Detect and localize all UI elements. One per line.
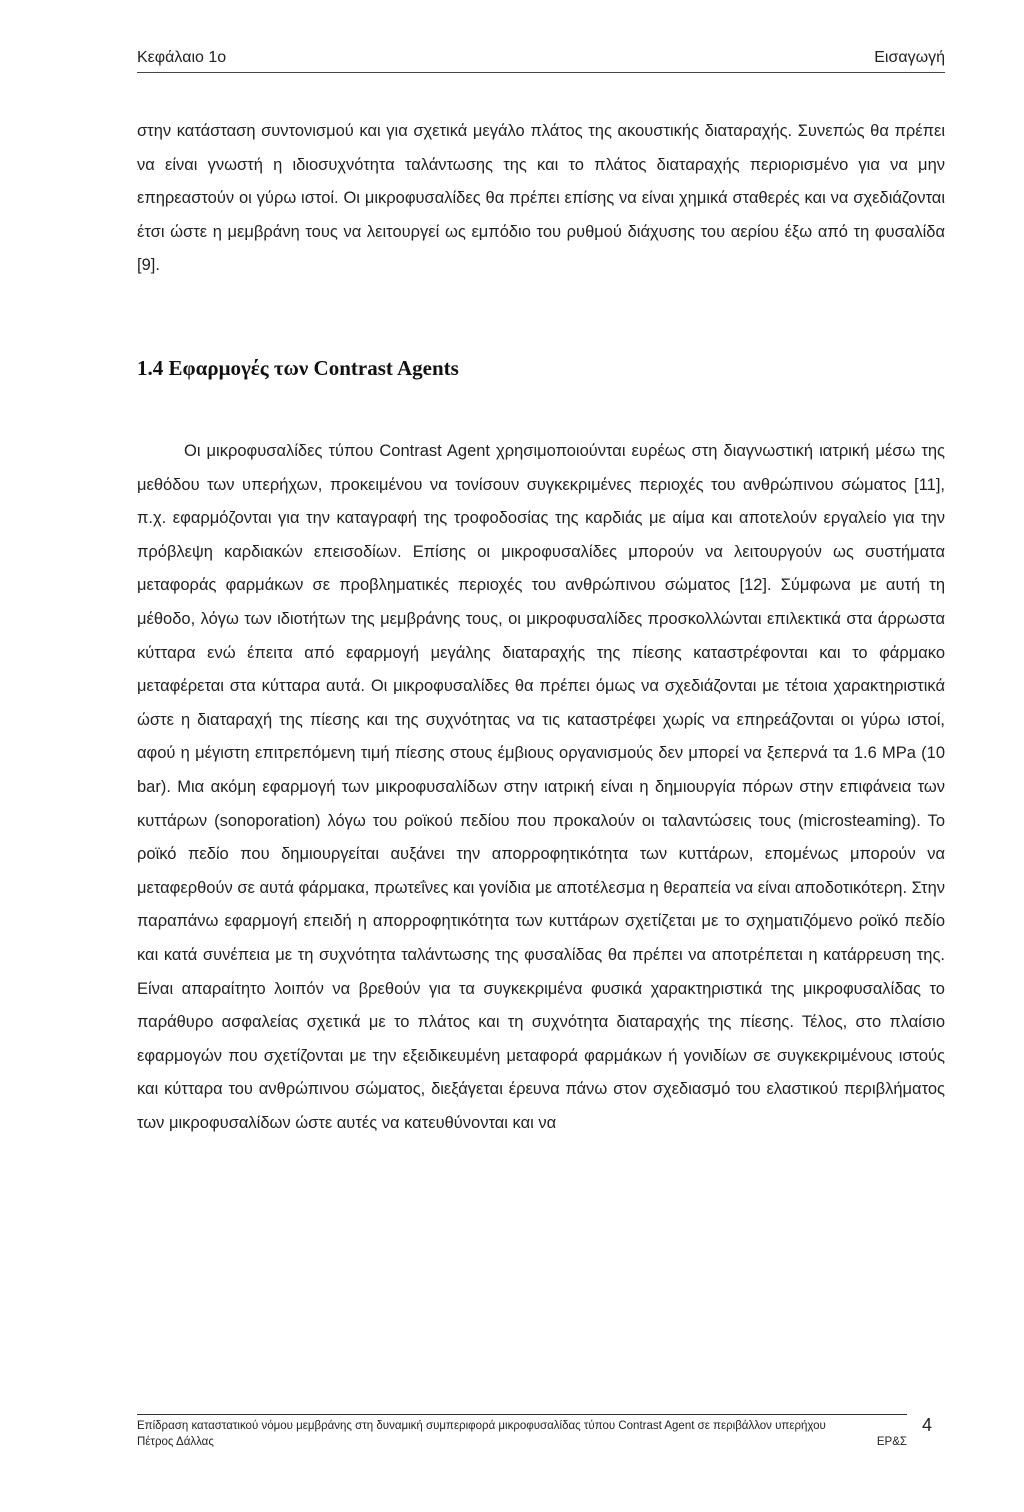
footer-divider (137, 1414, 907, 1415)
page-header (137, 49, 945, 67)
page-footer (137, 1418, 945, 1450)
chapter-label: Κεφάλαιο 1ο (137, 49, 227, 66)
intro-paragraph: στην κατάσταση συντονισμού και για σχετικά μεγάλο πλάτος της ακουστικής διαταραχής. Συνεπώς θα πρέπει να είναι γνωστή η ιδιοσυχνότητα ταλάντωσης της και το πλάτος διαταραχής περιορισμένο για να μην επηρεαστούν οι γύρω ιστοί. Οι μικροφυσαλίδες θα πρέπει επίσης να είναι χημικά σταθερές και να σχεδιάζονται έτσι ώστε η μεμβράνη τους να λειτουργεί ως εμπόδιο του ρυθμού διάχυσης του αερίου έξω από τη φυσαλίδα [9]. (137, 122, 945, 274)
page-number: 4 (922, 1415, 933, 1435)
footer-title: Επίδραση καταστατικού νόμου μεμβράνης στη δυναμική συμπεριφορά μικροφυσαλίδας τύπου Contrast Agent σε περιβάλλον υπερήχου (137, 1420, 826, 1432)
section-heading: 1.4 Εφαρμογές των Contrast Agents (137, 356, 459, 380)
footer-author: Πέτρος Δάλλας (137, 1436, 214, 1448)
section-label: Εισαγωγή (874, 49, 945, 66)
header-divider (137, 72, 945, 73)
footer-institution: ΕΡ&Σ (876, 1436, 907, 1448)
body-paragraph: Οι μικροφυσαλίδες τύπου Contrast Agent χρησιμοποιούνται ευρέως στη διαγνωστική ιατρική μέσω της μεθόδου των υπερήχων, προκειμένου να τονίσουν συγκεκριμένες περιοχές του ανθρώπινου σώματος [11], π.χ. εφαρμόζονται για την καταγραφή της τροφοδοσίας της καρδιάς με αίμα και αποτελούν εργαλείο για την πρόβλεψη καρδιακών επεισοδίων. Επίσης οι μικροφυσαλίδες μπορούν να λειτουργούν ως συστήματα μεταφοράς φαρμάκων σε προβληματικές περιοχές του ανθρώπινου σώματος [12]. Σύμφωνα με αυτή τη μέθοδο, λόγω των ιδιοτήτων της μεμβράνης τους, οι μικροφυσαλίδες προσκολλώνται επιλεκτικά στα άρρωστα κύτταρα ενώ έπειτα από εφαρμογή μεγάλης διαταραχής της πίεσης καταστρέφονται και το φάρμακο μεταφέρεται στα κύτταρα αυτά. Οι μικροφυσαλίδες θα πρέπει όμως να σχεδιάζονται με τέτοια χαρακτηριστικά ώστε η διαταραχή της πίεσης και της συχνότητας να τις καταστρέφει χωρίς να επηρεάζονται οι γύρω ιστοί, αφού η μέγιστη επιτρεπόμενη τιμή πίεσης στους έμβιους οργανισμούς δεν μπορεί να ξεπερνά τα 1.6 MPa (10 bar). Μια ακόμη εφαρμογή των μικροφυσαλίδων στην ιατρική είναι η δημιουργία πόρων στην επιφάνεια των κυττάρων (sonoporation) λόγω του ροϊκού πεδίου που προκαλούν οι ταλαντώσεις τους (microsteaming). Το ροϊκό πεδίο που δημιουργείται αυξάνει την απορροφητικότητα των κυττάρων, επομένως μπορούν να μεταφερθούν σε αυτά φάρμακα, πρωτεΐνες και γονίδια με αποτέλεσμα η θεραπεία να είναι αποδοτικότερη. Στην παραπάνω εφαρμογή επειδή η απορροφητικότητα των κυττάρων σχετίζεται με το σχηματιζόμενο ροϊκό πεδίο και κατά συνέπεια με τη συχνότητα ταλάντωσης της φυσαλίδας θα πρέπει να αποτρέπεται η κατάρρευση της. Είναι απαραίτητο λοιπόν να βρεθούν για τα συγκεκριμένα φυσικά χαρακτηριστικά της μικροφυσαλίδας το παράθυρο ασφαλείας σχετικά με το πλάτος και τη συχνότητα διαταραχής της πίεσης. Τέλος, στο πλαίσιο εφαρμογών που σχετίζονται με την εξειδικευμένη μεταφορά φαρμάκων ή γονιδίων σε συγκεκριμένους ιστούς και κύτταρα του ανθρώπινου σώματος, διεξάγεται έρευνα πάνω στον σχεδιασμό του ελαστικού περιβλήματος των μικροφυσαλίδων ώστε αυτές να κατευθύνονται και να (137, 442, 945, 1132)
